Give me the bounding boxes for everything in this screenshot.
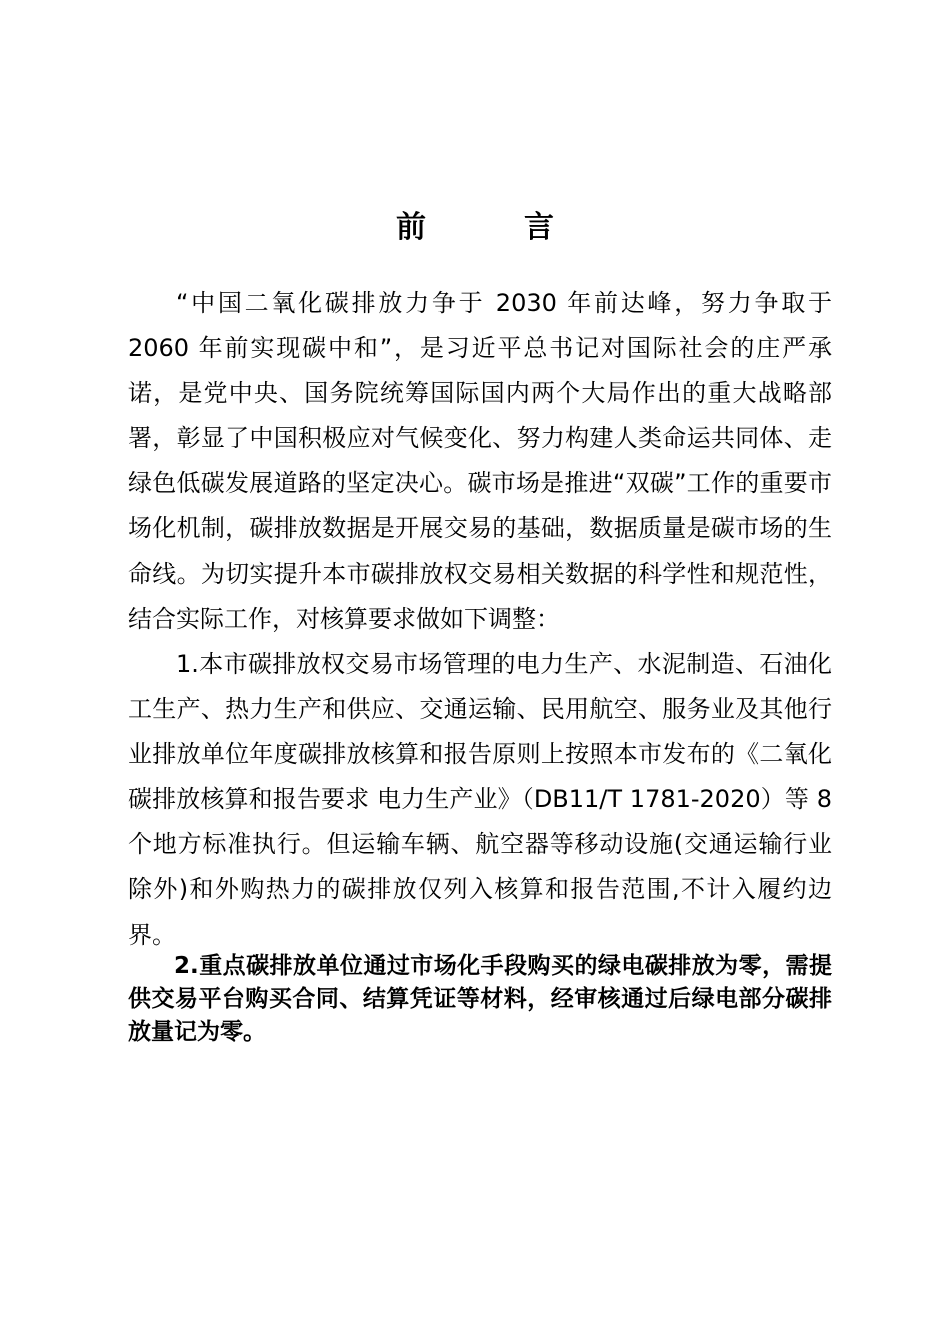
preface-paragraph-3: 2.重点碳排放单位通过市场化手段购买的绿电碳排放为零，需提供交易平台购买合同、结算凭证等材料，经审核通过后绿电部分碳排放量记为零。 [128,953,832,1045]
preface-paragraph-2: 1.本市碳排放权交易市场管理的电力生产、水泥制造、石油化工生产、热力生产和供应、交通运输、民用航空、服务业及其他行业排放单位年度碳排放核算和报告原则上按照本市发布的《二氧化碳排放核算和报告要求 电力生产业》（DB11/T 1781-2020）等 8 个地方标准执行。但运输车辆、航空器等移动设施(交通运输行业除外)和外购热力的碳排放仅列入核算和报告范围,不计入履约边界。 [128,650,832,949]
page-title: 前 言 [396,210,588,245]
preface-paragraph-1: “中国二氧化碳排放力争于 2030 年前达峰，努力争取于 2060 年前实现碳中和”，是习近平总书记对国际社会的庄严承诺，是党中央、国务院统筹国际国内两个大局作出的重大战略部署，彰显了中国积极应对气候变化、努力构建人类命运共同体、走绿色低碳发展道路的坚定决心。碳市场是推进“双碳”工作的重要市场化机制，碳排放数据是开展交易的基础，数据质量是碳市场的生命线。为切实提升本市碳排放权交易相关数据的科学性和规范性，结合实际工作，对核算要求做如下调整： [128,289,832,633]
